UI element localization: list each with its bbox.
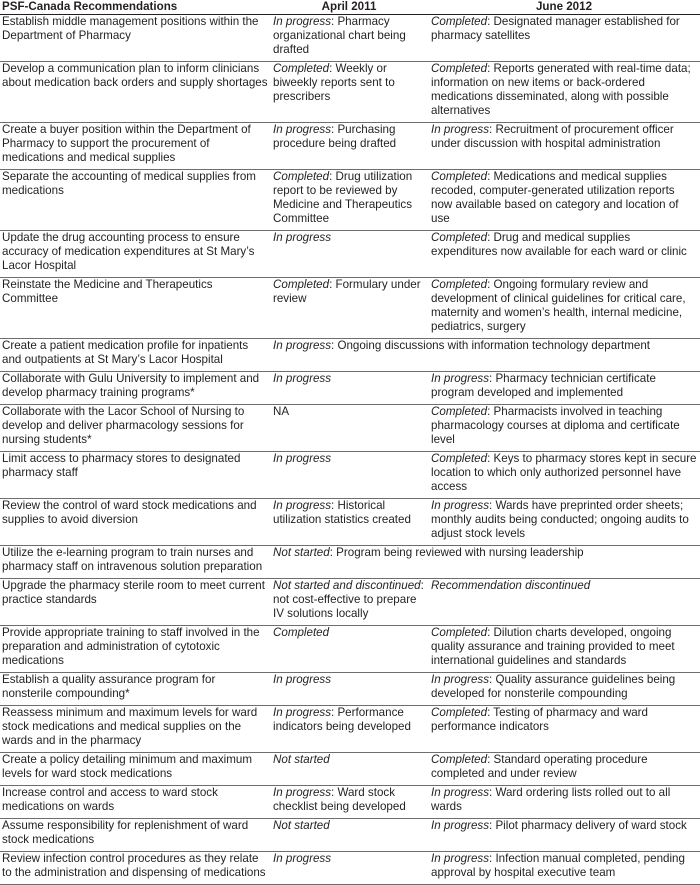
status-cell-april-2011 — [270, 753, 428, 786]
status-label: In progress — [273, 786, 331, 799]
header-june-2012: June 2012 — [428, 0, 700, 15]
status-label: Completed — [431, 231, 488, 244]
status-label: Not started — [273, 546, 330, 559]
table-row — [0, 546, 700, 579]
table-row — [0, 626, 700, 673]
status-cell-april-2011 — [270, 452, 428, 499]
status-detail: : Drug utilization report to be reviewed by Medicine and Therapeutics Committee — [273, 170, 413, 225]
table-row — [0, 852, 700, 885]
recommendation-cell: Create a policy detailing minimum and maximum levels for ward stock medications — [0, 753, 270, 786]
recommendation-cell: Utilize the e-learning program to train nurses and pharmacy staff on intravenous solution preparation — [0, 546, 270, 579]
status-detail: : Keys to pharmacy stores kept in secure location to which only authorized personnel have access — [431, 452, 697, 493]
status-label: In progress — [273, 123, 331, 136]
status-label: In progress — [431, 123, 489, 136]
status-cell-june-2012 — [428, 452, 700, 499]
recommendation-cell: Upgrade the pharmacy sterile room to meet current practice standards — [0, 579, 270, 626]
recommendation-cell: Create a buyer position within the Department of Pharmacy to support the procurement of medications and medical supplies — [0, 123, 270, 170]
recommendation-cell: Develop a communication plan to inform clinicians about medication back orders and supply shortages — [0, 62, 270, 123]
status-label: Completed — [273, 62, 330, 75]
status-detail: : Ongoing discussions with information technology department — [331, 339, 651, 352]
status-label: Completed — [431, 170, 488, 183]
status-cell-april-2011 — [270, 626, 428, 673]
recommendation-cell: Limit access to pharmacy stores to designated pharmacy staff — [0, 452, 270, 499]
status-cell-june-2012 — [428, 499, 700, 546]
status-label: Completed — [431, 405, 488, 418]
status-label: Completed — [431, 753, 488, 766]
status-detail: : Reports generated with real-time data; information on new items or back-ordered medications disseminated, along with possible alternatives — [431, 62, 691, 117]
status-detail: : Recruitment of procurement officer under discussion with hospital administration — [431, 123, 674, 150]
status-cell-april-june — [270, 339, 700, 372]
table-row — [0, 706, 700, 753]
status-label: In progress — [273, 452, 331, 465]
status-label: Completed — [431, 62, 488, 75]
table-row — [0, 579, 700, 626]
status-cell-april-2011 — [270, 170, 428, 231]
status-detail: : Medications and medical supplies recoded, computer-generated utilization reports now available based on category and location of use — [431, 170, 679, 225]
recommendation-cell: Establish middle management positions within the Department of Pharmacy — [0, 15, 270, 62]
status-label: In progress — [273, 372, 331, 385]
header-recommendations: PSF-Canada Recommendations — [0, 0, 270, 15]
status-label: In progress — [431, 673, 489, 686]
status-cell-june-2012 — [428, 706, 700, 753]
status-cell-april-2011 — [270, 819, 428, 852]
status-cell-june-2012 — [428, 673, 700, 706]
status-label: Recommendation discontinued — [431, 579, 591, 592]
table-row — [0, 278, 700, 339]
status-cell-june-2012 — [428, 819, 700, 852]
status-label: Completed — [431, 706, 488, 719]
status-cell-june-2012 — [428, 15, 700, 62]
status-cell-june-2012 — [428, 62, 700, 123]
status-label: Completed — [431, 452, 488, 465]
status-cell-june-2012 — [428, 170, 700, 231]
status-label: Completed — [273, 278, 330, 291]
recommendation-cell: Reinstate the Medicine and Therapeutics Committee — [0, 278, 270, 339]
recommendation-cell: Reassess minimum and maximum levels for ward stock medications and medical supplies on the wards and in the pharmacy — [0, 706, 270, 753]
status-detail: : Ongoing formulary review and development of clinical guidelines for critical care, maternity and women’s health, internal medicine, pediatrics, surgery — [431, 278, 686, 333]
status-cell-june-2012 — [428, 579, 700, 626]
status-cell-april-2011 — [270, 15, 428, 62]
status-cell-april-2011 — [270, 706, 428, 753]
status-detail: : Pilot pharmacy delivery of ward stock — [489, 819, 687, 832]
status-detail: : Formulary under review — [273, 278, 421, 305]
table-row — [0, 405, 700, 452]
status-label: Not started — [273, 819, 330, 832]
status-cell-june-2012 — [428, 786, 700, 819]
status-label: In progress — [431, 372, 489, 385]
status-cell-april-2011 — [270, 579, 428, 626]
status-detail: : Dilution charts developed, ongoing quality assurance and training provided to meet international guidelines and standards — [431, 626, 675, 667]
status-cell-april-2011 — [270, 673, 428, 706]
status-detail: : Drug and medical supplies expenditures now available for each ward or clinic — [431, 231, 687, 258]
header-april-2011: April 2011 — [270, 0, 428, 15]
table-row — [0, 786, 700, 819]
table-row — [0, 753, 700, 786]
status-label: In progress — [273, 231, 331, 244]
table-row — [0, 499, 700, 546]
status-detail: : Ward ordering lists rolled out to all wards — [431, 786, 671, 813]
status-detail: : Pharmacists involved in teaching pharmacology courses at diploma and certificate level — [431, 405, 680, 446]
status-cell-april-2011 — [270, 405, 428, 452]
table-row — [0, 231, 700, 278]
status-label: Completed — [273, 170, 330, 183]
status-label: In progress — [273, 673, 331, 686]
table-row — [0, 452, 700, 499]
table-row — [0, 15, 700, 62]
status-detail: : Weekly or biweekly reports sent to prescribers — [273, 62, 395, 103]
status-cell-june-2012 — [428, 231, 700, 278]
status-label: In progress — [273, 339, 331, 352]
header-row — [0, 0, 700, 15]
status-cell-april-2011 — [270, 852, 428, 885]
status-detail: : Program being reviewed with nursing leadership — [329, 546, 584, 559]
status-label: Completed — [431, 626, 488, 639]
status-cell-june-2012 — [428, 405, 700, 452]
status-detail: : Quality assurance guidelines being developed for nonsterile compounding — [431, 673, 676, 700]
status-detail: : Ward stock checklist being developed — [273, 786, 406, 813]
status-cell-june-2012 — [428, 372, 700, 405]
recommendation-cell: Collaborate with the Lacor School of Nursing to develop and deliver pharmacology sessions for nursing students* — [0, 405, 270, 452]
status-cell-april-2011 — [270, 372, 428, 405]
status-detail: : Standard operating procedure completed and under review — [431, 753, 648, 780]
status-label: In progress — [273, 852, 331, 865]
status-cell-april-2011 — [270, 786, 428, 819]
status-cell-april-2011 — [270, 278, 428, 339]
status-cell-june-2012 — [428, 852, 700, 885]
status-cell-june-2012 — [428, 123, 700, 170]
status-detail: : Purchasing procedure being drafted — [273, 123, 397, 150]
status-detail: : Infection manual completed, pending approval by hospital executive team — [431, 852, 685, 879]
status-label: In progress — [273, 499, 331, 512]
status-cell-april-2011 — [270, 499, 428, 546]
status-cell-april-2011 — [270, 123, 428, 170]
status-label: Completed — [431, 278, 488, 291]
status-label: In progress — [431, 786, 489, 799]
status-label: In progress — [273, 15, 331, 28]
recommendation-cell: Increase control and access to ward stock medications on wards — [0, 786, 270, 819]
recommendation-cell: Review the control of ward stock medications and supplies to avoid diversion — [0, 499, 270, 546]
table-row — [0, 673, 700, 706]
recommendation-cell: Collaborate with Gulu University to implement and develop pharmacy training programs* — [0, 372, 270, 405]
recommendation-cell: Update the drug accounting process to ensure accuracy of medication expenditures at St Mary’s Lacor Hospital — [0, 231, 270, 278]
recommendation-cell: Review infection control procedures as they relate to the administration and dispensing of medications — [0, 852, 270, 885]
status-cell-june-2012 — [428, 753, 700, 786]
status-label: In progress — [431, 852, 489, 865]
table-row — [0, 123, 700, 170]
status-detail: : Historical utilization statistics created — [273, 499, 411, 526]
status-label: In progress — [431, 819, 489, 832]
recommendation-cell: Establish a quality assurance program for nonsterile compounding* — [0, 673, 270, 706]
status-cell-april-2011 — [270, 62, 428, 123]
status-label: Not started — [273, 753, 330, 766]
status-detail: : Pharmacy technician certificate program developed and implemented — [431, 372, 656, 399]
status-cell-june-2012 — [428, 278, 700, 339]
status-detail: : Testing of pharmacy and ward performance indicators — [431, 706, 648, 733]
recommendation-cell: Separate the accounting of medical supplies from medications — [0, 170, 270, 231]
status-label: Not started and discontinued — [273, 579, 421, 592]
recommendation-cell: Create a patient medication profile for inpatients and outpatients at St Mary’s Lacor Hospital — [0, 339, 270, 372]
status-detail: : not cost-effective to prepare IV solutions locally — [273, 579, 424, 620]
table-row — [0, 819, 700, 852]
status-label: In progress — [273, 706, 331, 719]
status-label: In progress — [431, 499, 489, 512]
status-cell-june-2012 — [428, 626, 700, 673]
status-cell-april-june — [270, 546, 700, 579]
status-detail: : Wards have preprinted order sheets; monthly audits being conducted; ongoing audits to adjust stock levels — [431, 499, 689, 540]
status-detail: : Designated manager established for pharmacy satellites — [431, 15, 680, 42]
status-detail: : Performance indicators being developed — [273, 706, 411, 733]
recommendation-cell: Assume responsibility for replenishment of ward stock medications — [0, 819, 270, 852]
table-row — [0, 170, 700, 231]
status-label: Completed — [431, 15, 488, 28]
table-row — [0, 372, 700, 405]
status-cell-april-2011 — [270, 231, 428, 278]
table-row — [0, 339, 700, 372]
table-row — [0, 62, 700, 123]
status-label: Completed — [273, 626, 330, 639]
status-detail: NA — [273, 405, 290, 418]
recommendation-cell: Provide appropriate training to staff involved in the preparation and administration of cytotoxic medications — [0, 626, 270, 673]
status-detail: : Pharmacy organizational chart being drafted — [273, 15, 406, 56]
